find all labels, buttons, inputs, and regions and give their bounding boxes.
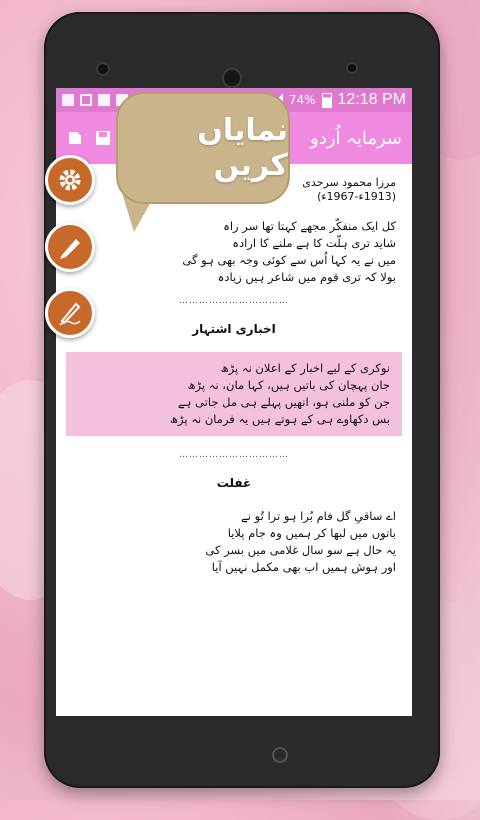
- poem-verse: کل ایک منفکّر مجھے کہتا تھا سر راہ شاید تری ہلّت کا ہے ملنے کا ارادہ میں نے یہ کہا اُس سے کوئی وجہ بھی ہو گی بولا کہ تری قوم میں شاعر ہیں زیادہ: [182, 219, 396, 284]
- clock: 12:18 PM: [337, 91, 406, 108]
- highlighted-verse[interactable]: [66, 352, 402, 436]
- separator: ……………………………: [179, 450, 289, 460]
- home-button-icon[interactable]: [272, 747, 288, 763]
- sensor: [346, 62, 358, 74]
- tooltip-label: نمایاں کریں: [197, 113, 288, 183]
- gear-icon: [57, 167, 83, 193]
- highlight-tooltip: [116, 92, 290, 204]
- front-camera: [96, 62, 110, 76]
- save-icon[interactable]: [94, 129, 112, 147]
- battery-percent: 74%: [288, 93, 316, 107]
- usb-icon: [80, 94, 92, 106]
- pen-button[interactable]: [45, 288, 95, 338]
- settings-button[interactable]: [45, 155, 95, 205]
- poem-verse: نوکری کے لیے اخبار کے اعلان نہ پڑھ جان پہچان کی باتیں ہیں، کہا مان، نہ پڑھ جن کو ملنی ہو، انھیں پہلے ہی مل جاتی ہے بس دکھاوے ہی کے ہوتے ہیں یہ فرمان نہ پڑھ: [170, 361, 390, 426]
- facebook-icon: [62, 94, 74, 106]
- poet-years: (1913ء-1967ء): [317, 190, 396, 203]
- battery-icon: [322, 93, 332, 108]
- separator: ……………………………: [179, 296, 289, 306]
- share-icon[interactable]: [66, 129, 84, 147]
- fountain-pen-icon: [56, 299, 84, 327]
- app-title: سرمایہ اُردو: [310, 127, 402, 149]
- poem-title: اخباری اشتہار: [192, 322, 276, 336]
- notification-icon: [98, 94, 110, 106]
- earpiece-speaker: [222, 68, 242, 88]
- poem-content: [56, 164, 412, 588]
- highlighter-button[interactable]: [45, 222, 95, 272]
- poem-verse: اے ساقیِ گل فام بُرا ہو ترا تُو نے باتوں میں لبھا کر ہمیں وہ جام پلایا یہ حال ہے سو سال غلامی میں بسر کی اور ہوش ہمیں اب بھی مکمل نہیں آیا: [205, 509, 396, 574]
- poet-name: مرزا محمود سرحدی: [302, 176, 396, 189]
- poem-title: غفلت: [216, 476, 252, 490]
- highlighter-icon: [56, 233, 84, 261]
